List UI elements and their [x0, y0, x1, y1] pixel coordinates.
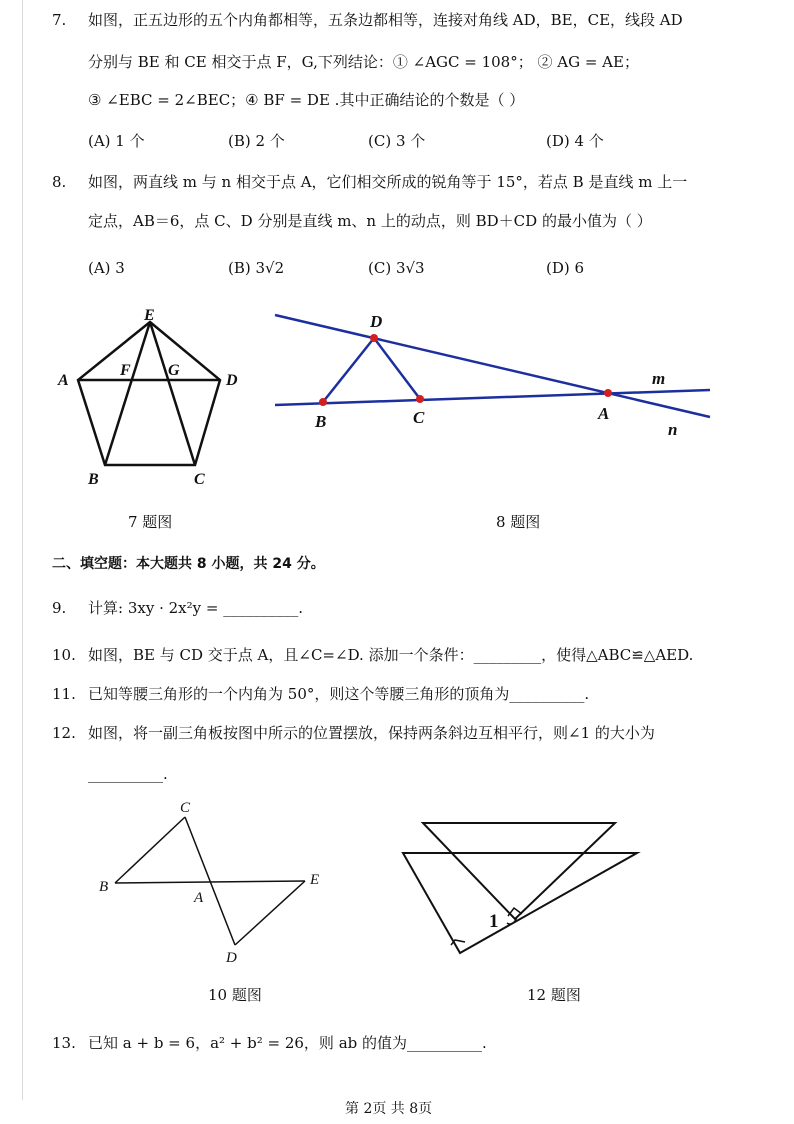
q11-number: 11. — [52, 685, 76, 703]
figure-8-caption: 8 题图 — [496, 513, 541, 531]
q10-number: 10. — [52, 646, 76, 664]
label-f: F — [120, 362, 131, 379]
angle-1-label: 1 — [489, 911, 499, 932]
point-d — [370, 334, 378, 342]
q12-line1: 如图，将一副三角板按图中所示的位置摆放，保持两条斜边互相平行，则∠1 的大小为 — [88, 724, 655, 742]
q7-line3: ③ ∠EBC = 2∠BEC；④ BF = DE .其中正确结论的个数是（ ） — [88, 91, 525, 109]
diagonal-be — [105, 322, 150, 465]
q8-number: 8. — [52, 173, 67, 191]
q10-text: 如图，BE 与 CD 交于点 A，且∠C=∠D. 添加一个条件：_________，使得△ABC≌△AED. — [88, 646, 694, 664]
segment-ed — [235, 881, 305, 945]
q11-text: 已知等腰三角形的一个内角为 50°，则这个等腰三角形的顶角为__________. — [88, 685, 590, 703]
label-b: B — [88, 471, 99, 488]
label-c: C — [194, 471, 205, 488]
figure-8-lines — [270, 305, 720, 445]
label-e: E — [310, 872, 320, 888]
point-a — [604, 389, 612, 397]
point-b — [319, 398, 327, 406]
top-triangle — [423, 823, 615, 919]
q8-option-d: (D) 6 — [546, 259, 585, 277]
figure-10-caption: 10 题图 — [208, 986, 262, 1004]
q9-text: 计算: 3xy · 2x²y = __________. — [88, 599, 303, 617]
figure-12-set-squares — [395, 815, 645, 960]
q8-line1: 如图，两直线 m 与 n 相交于点 A，它们相交所成的锐角等于 15°，若点 B 是直线 m 上一 — [88, 173, 688, 191]
label-a: A — [58, 372, 69, 389]
q8-option-c: (C) 3√3 — [368, 259, 425, 277]
q7-line1: 如图，正五边形的五个内角都相等，五条边都相等，连接对角线 AD，BE，CE，线段 AD — [88, 11, 683, 29]
label-n: n — [668, 420, 678, 439]
label-d: D — [370, 312, 383, 331]
label-b: B — [99, 879, 109, 895]
figure-7-caption: 7 题图 — [128, 513, 173, 531]
page-footer: 第 2页 共 8页 — [345, 1101, 433, 1117]
q8-line2: 定点，AB＝6，点 C、D 分别是直线 m、n 上的动点，则 BD＋CD 的最小值为（ ） — [88, 212, 652, 230]
label-d: D — [226, 372, 238, 389]
q7-option-c: (C) 3 个 — [368, 132, 426, 150]
q12-number: 12. — [52, 724, 76, 742]
segment-cd — [185, 817, 235, 945]
q9-number: 9. — [52, 599, 67, 617]
diagonal-ce — [150, 322, 195, 465]
segment-bc — [115, 817, 185, 883]
pentagon-outline — [78, 322, 220, 465]
q13-number: 13. — [52, 1034, 76, 1052]
q12-line2: __________. — [88, 765, 168, 783]
q8-option-b: (B) 3√2 — [228, 259, 285, 277]
q7-option-b: (B) 2 个 — [228, 132, 285, 150]
label-b: B — [315, 412, 327, 431]
figure-12-caption: 12 题图 — [527, 986, 581, 1004]
q7-number: 7. — [52, 11, 67, 29]
triangle-bdc — [323, 338, 420, 402]
label-a: A — [194, 890, 204, 906]
section-2-heading: 二、填空题：本大题共 8 小题，共 24 分。 — [52, 556, 325, 572]
q7-line2: 分别与 BE 和 CE 相交于点 F，G,下列结论：① ∠AGC = 108°； ② AG = AE； — [88, 53, 639, 71]
point-c — [416, 395, 424, 403]
label-e: E — [144, 307, 155, 324]
q7-option-a: (A) 1 个 — [88, 132, 145, 150]
label-g: G — [168, 362, 180, 379]
bottom-triangle — [403, 853, 637, 953]
margin-line — [22, 0, 23, 1100]
label-c: C — [180, 800, 191, 816]
label-d: D — [226, 950, 237, 966]
q7-option-d: (D) 4 个 — [546, 132, 604, 150]
figure-10 — [90, 795, 340, 970]
label-m: m — [652, 369, 666, 388]
figure-7-pentagon — [50, 300, 250, 495]
q13-text: 已知 a + b = 6，a² + b² = 26，则 ab 的值为__________. — [88, 1034, 487, 1052]
q8-option-a: (A) 3 — [88, 259, 125, 277]
label-a: A — [598, 404, 610, 423]
label-c: C — [413, 408, 425, 427]
